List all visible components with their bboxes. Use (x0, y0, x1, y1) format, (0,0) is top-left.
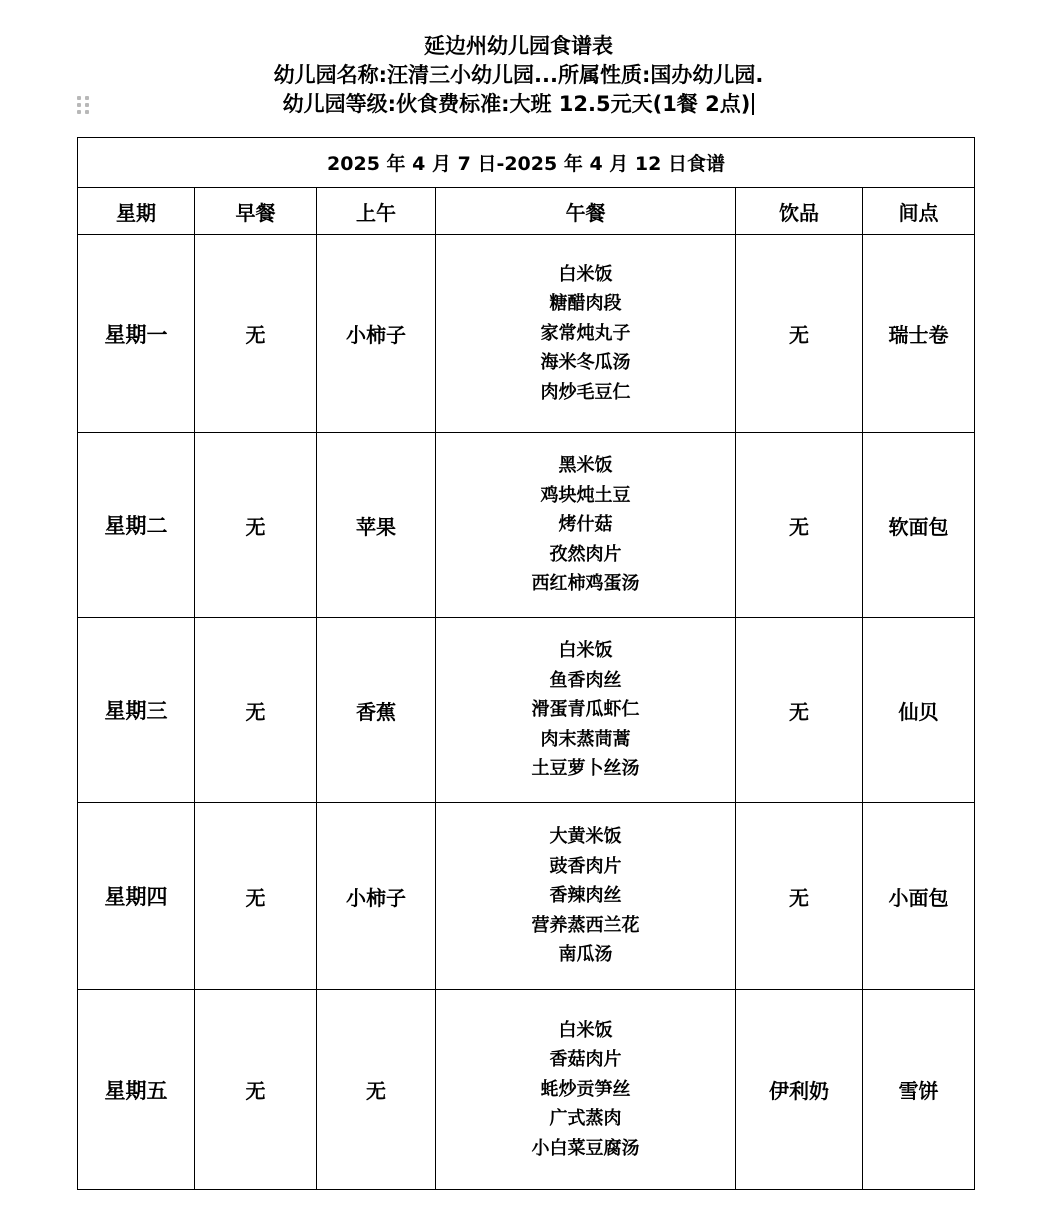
column-header-morning: 上午 (317, 188, 436, 235)
snack-cell: 小面包 (863, 803, 975, 990)
menu-table (77, 137, 975, 1190)
table-row (78, 235, 975, 433)
lunch-dish: 白米饭 (558, 263, 613, 285)
lunch-dish: 糖醋肉段 (549, 293, 622, 315)
lunch-dish: 滑蛋青瓜虾仁 (531, 699, 640, 721)
snack-cell: 雪饼 (863, 990, 975, 1190)
kindergarten-grade-line[interactable] (0, 90, 1037, 119)
lunch-dish: 烤什菇 (558, 514, 613, 536)
document-title: 延边州幼儿园食谱表 (424, 34, 613, 58)
lunch-dish: 海米冬瓜汤 (540, 352, 631, 374)
column-header-day: 星期 (78, 188, 195, 235)
text-cursor (752, 93, 754, 115)
lunch-dish: 豉香肉片 (549, 855, 622, 877)
lunch-dish: 小白菜豆腐汤 (531, 1137, 640, 1159)
lunch-dish: 黑米饭 (558, 455, 613, 477)
lunch-cell (436, 433, 736, 618)
kindergarten-info-line: 幼儿园名称:汪清三小幼儿园...所属性质:国办幼儿园. (273, 63, 764, 87)
drink-cell: 无 (736, 433, 863, 618)
drink-cell: 伊利奶 (736, 990, 863, 1190)
snack-cell: 瑞士卷 (863, 235, 975, 433)
lunch-dish: 西红柿鸡蛋汤 (531, 573, 640, 595)
lunch-dish: 蚝炒贡笋丝 (540, 1078, 631, 1100)
lunch-dish: 家常炖丸子 (540, 322, 631, 344)
drink-cell: 无 (736, 618, 863, 803)
document-header (0, 32, 1037, 119)
lunch-dish: 孜然肉片 (549, 543, 622, 565)
table-row (78, 618, 975, 803)
lunch-dish: 鱼香肉丝 (549, 669, 622, 691)
morning-cell: 苹果 (317, 433, 436, 618)
table-row (78, 433, 975, 618)
lunch-dish: 鸡块炖土豆 (540, 484, 631, 506)
lunch-dish: 香辣肉丝 (549, 885, 622, 907)
day-cell: 星期二 (78, 433, 195, 618)
morning-cell: 无 (317, 990, 436, 1190)
day-cell: 星期一 (78, 235, 195, 433)
morning-cell: 小柿子 (317, 803, 436, 990)
fee-standard-text: 幼儿园等级:伙食费标准:大班 12.5元天(1餐 2点) (282, 92, 751, 116)
lunch-dish: 土豆萝卜丝汤 (531, 758, 640, 780)
table-header-row (78, 188, 975, 235)
day-cell: 星期三 (78, 618, 195, 803)
lunch-dish: 营养蒸西兰花 (531, 914, 640, 936)
breakfast-cell: 无 (195, 433, 317, 618)
drink-cell: 无 (736, 235, 863, 433)
lunch-dish: 南瓜汤 (558, 944, 613, 966)
day-cell: 星期四 (78, 803, 195, 990)
drink-cell: 无 (736, 803, 863, 990)
snack-cell: 仙贝 (863, 618, 975, 803)
column-header-snack: 间点 (863, 188, 975, 235)
table-row (78, 990, 975, 1190)
morning-cell: 香蕉 (317, 618, 436, 803)
table-row (78, 803, 975, 990)
column-header-drink: 饮品 (736, 188, 863, 235)
snack-cell: 软面包 (863, 433, 975, 618)
drag-handle-icon[interactable] (77, 96, 91, 116)
breakfast-cell: 无 (195, 235, 317, 433)
breakfast-cell: 无 (195, 803, 317, 990)
day-cell: 星期五 (78, 990, 195, 1190)
lunch-dish: 香菇肉片 (549, 1049, 622, 1071)
lunch-cell (436, 990, 736, 1190)
lunch-dish: 大黄米饭 (549, 826, 622, 848)
lunch-dish: 肉末蒸茼蒿 (540, 728, 631, 750)
lunch-dish: 白米饭 (558, 640, 613, 662)
table-title: 2025 年 4 月 7 日-2025 年 4 月 12 日食谱 (78, 138, 975, 188)
lunch-dish: 肉炒毛豆仁 (540, 381, 631, 403)
lunch-dish: 白米饭 (558, 1019, 613, 1041)
lunch-dish: 广式蒸肉 (549, 1108, 622, 1130)
column-header-lunch: 午餐 (436, 188, 736, 235)
breakfast-cell: 无 (195, 990, 317, 1190)
morning-cell: 小柿子 (317, 235, 436, 433)
lunch-cell (436, 618, 736, 803)
breakfast-cell: 无 (195, 618, 317, 803)
lunch-cell (436, 235, 736, 433)
lunch-cell (436, 803, 736, 990)
column-header-breakfast: 早餐 (195, 188, 317, 235)
